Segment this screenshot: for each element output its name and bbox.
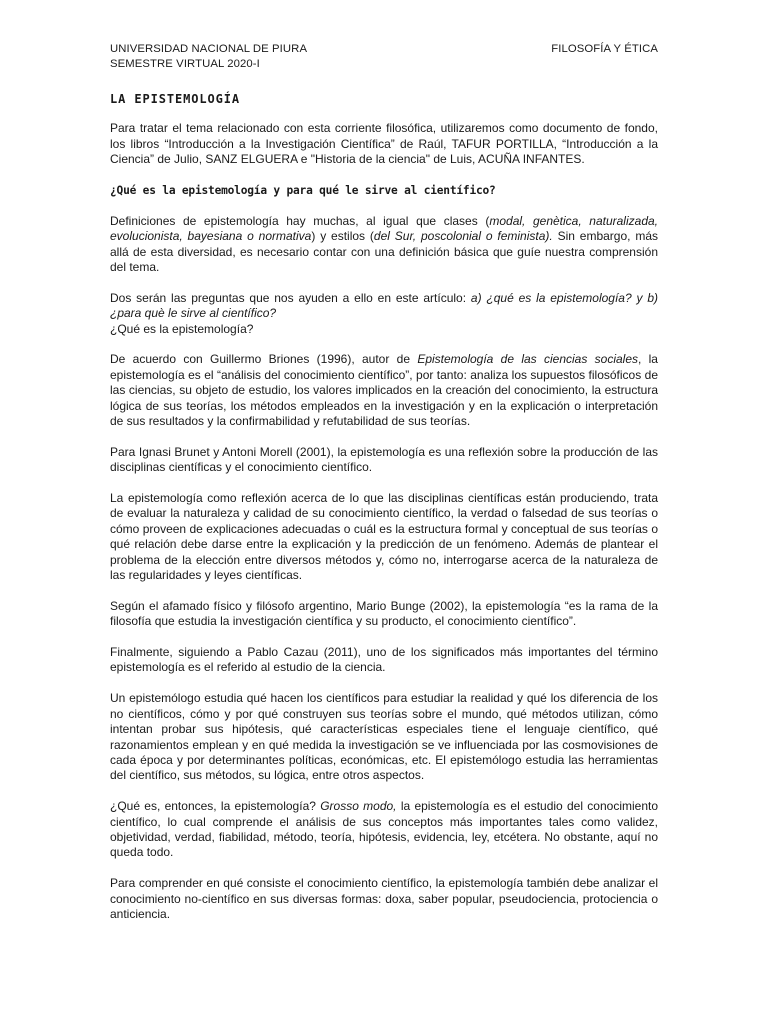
text-run: Sin embargo, más allá de esta diversidad, es necesario contar con una definición básica que guíe nuestra comprensión del tema. [110, 229, 658, 275]
paragraph-brunet: Para Ignasi Brunet y Antoni Morell (2001), la epistemología es una reflexión sobre la producción de las disciplinas científicas y el conocimiento científico. [110, 444, 658, 475]
text-run: De acuerdo con Guillermo Briones (1996), autor de [110, 352, 418, 367]
paragraph-comprender: Para comprender en qué consiste el conocimiento científico, la epistemología también debe analizar el conocimiento no-científico en sus diversas formas: doxa, saber popular, pseudociencia, protociencia o anticiencia. [110, 876, 658, 921]
paragraph-reflexion: La epistemología como reflexión acerca de lo que las disciplinas científicas están produciendo, trata de evaluar la naturaleza y calidad de su conocimiento científico, la verdad o falsedad de sus teorías o cómo proveen de explicaciones adecuadas o cuál es la estructura formal y conceptual de sus teorías o qué relación debe darse entre la explicación y la predicción de un fenómeno. Además de plantear el problema de la elección entre diversos métodos y, cómo no, interrogarse acerca de la naturaleza de las regularidades y leyes científicas. [110, 491, 658, 583]
book-title: Epistemología de las ciencias sociales [417, 352, 638, 367]
text-run: Definiciones de epistemología hay muchas, al igual que clases ( [110, 213, 490, 228]
emphasis-text: a) ¿qué es la epistemología? y b) ¿para què le sirve al científico? [110, 290, 658, 321]
paragraph-questions [110, 291, 658, 322]
text-run: , la epistemología es el “análisis del conocimiento científico”, por tanto: analiza los supuestos filosóficos de las ciencias, su objeto de estudio, los valores implicados en la creación del conocimiento, la estructura lógica de sus teorías, los métodos empleados en la investigación y en la explicación o interpretación de sus resultados y la confirmabilidad y refutabilidad de sus teorías. [110, 352, 658, 429]
section-heading: ¿Qué es la epistemología y para qué le sirve al científico? [110, 184, 496, 197]
text-run: ¿Qué es, entonces, la epistemología? [110, 799, 321, 814]
emphasis-text: Grosso modo, [320, 799, 397, 814]
text-run: ) y estilos ( [311, 229, 374, 244]
text-run: la epistemología es el estudio del conocimiento científico, lo cual comprende el análisis de sus conceptos más importantes tales como validez, objetividad, verdad, fiabilidad, método, teoría, hipótesis, evidencia, ley, etcétera. No obstante, aquí no queda todo. [110, 799, 658, 860]
paragraph-briones [110, 352, 658, 429]
emphasis-text: del Sur, poscolonial o feminista). [373, 229, 553, 244]
paragraph-epistemologo: Un epistemólogo estudia qué hacen los científicos para estudiar la realidad y qué los diferencia de los no científicos, cómo y por qué construyen sus teorías sobre el mundo, qué métodos utilizan, cómo intentan probar sus hipótesis, qué características especiales tiene el lenguaje científico, qué razonamientos emplean y en qué medida la investigación se ve influenciada por las cosmovisiones de cada época y por determinantes políticas, económicas, etc. El epistemólogo estudia las herramientas del científico, sus métodos, su lógica, entre otros aspectos. [110, 691, 658, 783]
paragraph-definitions [110, 214, 658, 276]
document-title: LA EPISTEMOLOGÍA [110, 92, 240, 106]
subheading-what-is: ¿Qué es la epistemología? [110, 321, 254, 336]
text-run: Dos serán las preguntas que nos ayuden a ello en este artículo: [110, 290, 471, 305]
paragraph-bunge: Según el afamado físico y filósofo argentino, Mario Bunge (2002), la epistemología “es la rama de la filosofía que estudia la investigación científica y su producto, el conocimiento científico”. [110, 598, 658, 629]
university-name: UNIVERSIDAD NACIONAL DE PIURA [110, 43, 308, 55]
semester-label: SEMESTRE VIRTUAL 2020-I [110, 58, 260, 70]
course-name: FILOSOFÍA Y ÉTICA [551, 43, 658, 55]
header-left [110, 42, 307, 72]
emphasis-text: modal, genètica, naturalizada, evolucionista, bayesiana o normativa [110, 213, 658, 244]
paragraph-grosso-modo [110, 799, 658, 861]
paragraph-cazau: Finalmente, siguiendo a Pablo Cazau (2011), uno de los significados más importantes del término epistemología es el referido al estudio de la ciencia. [110, 645, 658, 675]
page-header [110, 42, 658, 72]
paragraph-intro: Para tratar el tema relacionado con esta corriente filosófica, utilizaremos como documento de fondo, los libros “Introducción a la Investigación Científica” de Raúl, TAFUR PORTILLA, “Introducción a la Ciencia” de Julio, SANZ ELGUERA e "Historia de la ciencia" de Luis, ACUÑA INFANTES. [110, 121, 658, 167]
